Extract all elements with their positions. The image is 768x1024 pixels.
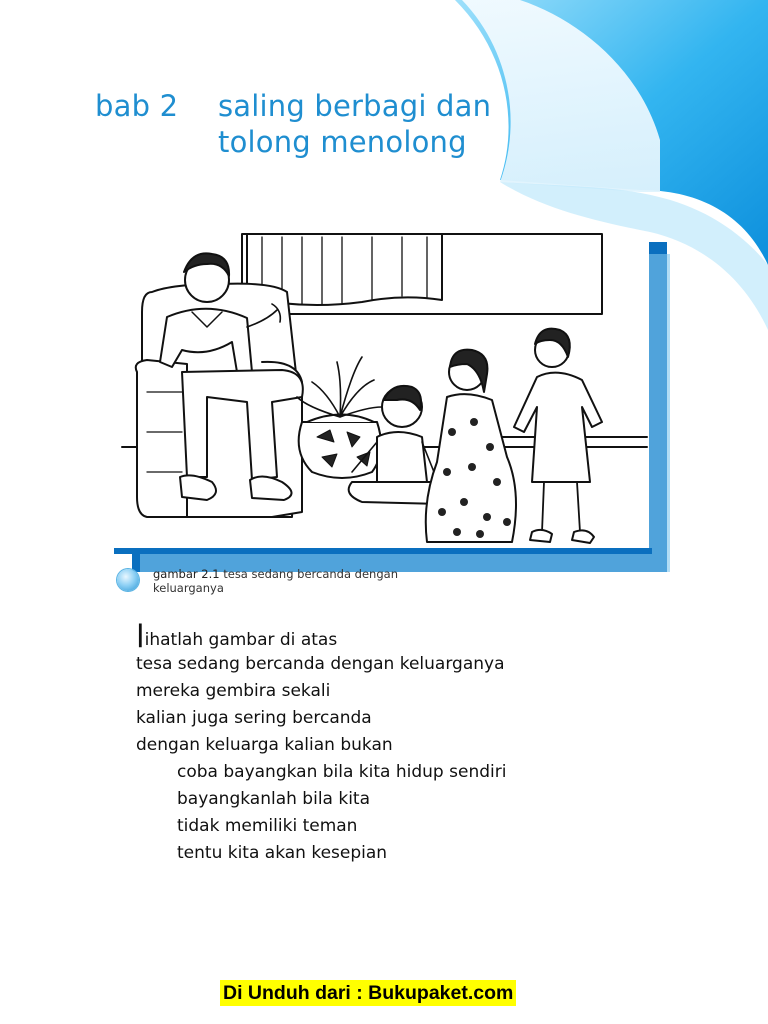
body-line: coba bayangkan bila kita hidup sendiri <box>177 762 507 782</box>
family-illustration <box>112 232 672 572</box>
figure-caption <box>153 567 453 595</box>
body-line: mereka gembira sekali <box>136 681 331 701</box>
chapter-title-line2: tolong menolong <box>218 125 467 159</box>
chapter-title-line1: saling berbagi dan <box>218 89 492 123</box>
drop-cap: l <box>136 619 145 655</box>
chapter-title <box>95 88 491 160</box>
download-source-banner: Di Unduh dari : Bukupaket.com <box>220 980 516 1006</box>
body-line: tesa sedang bercanda dengan keluarganya <box>136 654 505 674</box>
figure-caption-text: tesa sedang bercanda dengan keluarganya <box>153 567 398 595</box>
body-line <box>136 619 656 655</box>
figure-label: gambar 2.1 <box>153 567 220 581</box>
body-line: tidak memiliki teman <box>177 816 358 836</box>
chapter-number: bab 2 <box>95 89 179 123</box>
caption-bullet-icon <box>117 569 139 591</box>
body-line: bayangkanlah bila kita <box>177 789 371 809</box>
body-line: tentu kita akan kesepian <box>177 843 388 863</box>
body-line: dengan keluarga kalian bukan <box>136 735 393 755</box>
body-line-text: ihatlah gambar di atas <box>144 630 338 650</box>
body-text <box>136 619 656 867</box>
body-line: kalian juga sering bercanda <box>136 708 372 728</box>
